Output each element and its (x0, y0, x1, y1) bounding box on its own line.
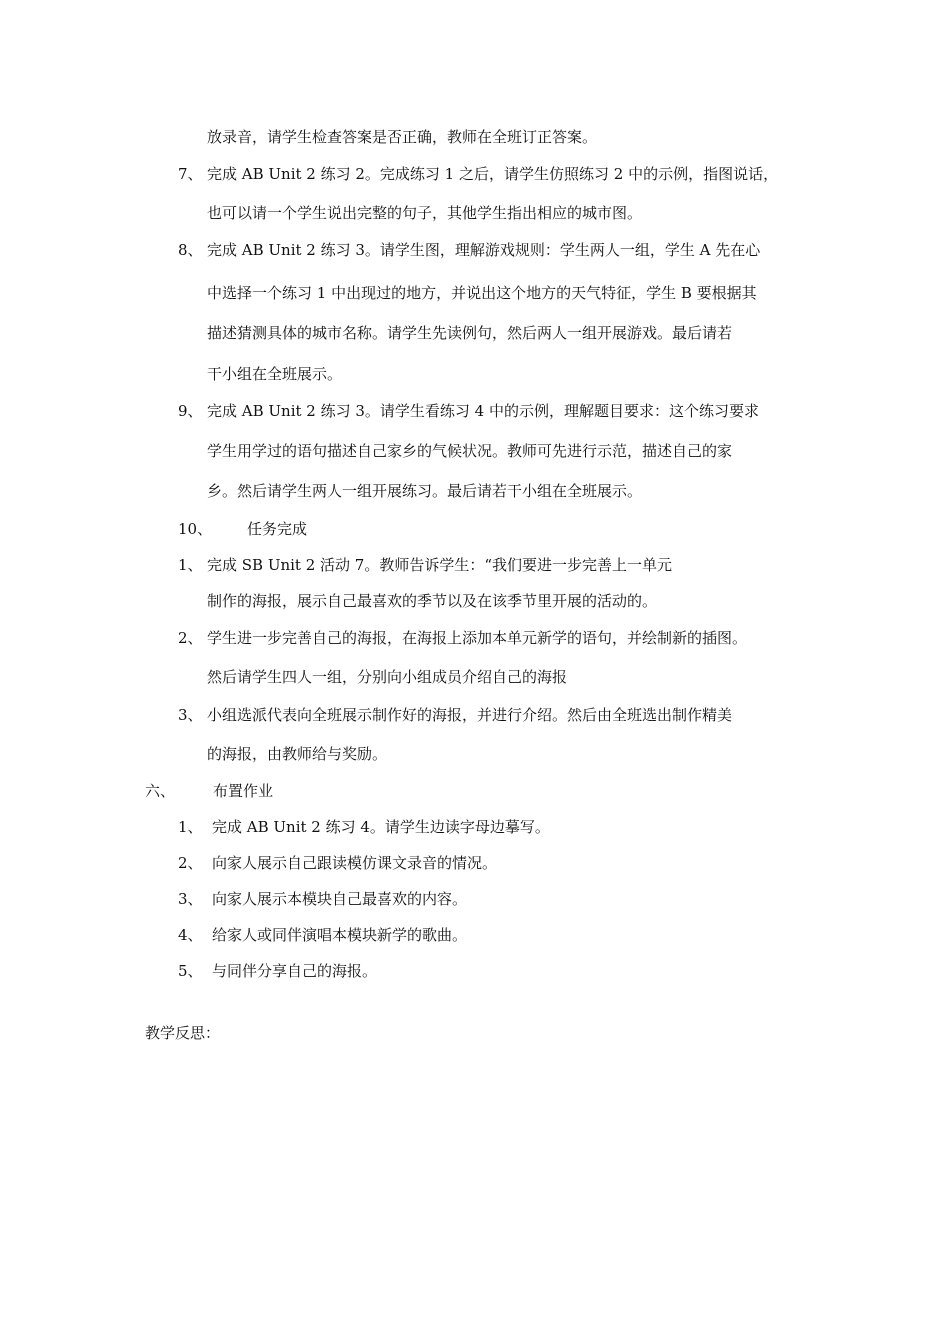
list-item-text: 向家人展示本模块自己最喜欢的内容。 (212, 890, 468, 908)
list-number: 2、 (178, 629, 203, 647)
list-number: 3、 (178, 706, 203, 724)
list-item-line: 的海报，由教师给与奖励。 (207, 745, 388, 763)
list-item-text: 给家人或同伴演唱本模块新学的歌曲。 (212, 926, 468, 944)
list-item-text: 向家人展示自己跟读模仿课文录音的情况。 (212, 854, 498, 872)
list-number: 5、 (178, 962, 203, 980)
list-item-line: 完成 AB Unit 2 练习 2。完成练习 1 之后，请学生仿照练习 2 中的示例，指图说话， (207, 165, 779, 183)
list-number: 9、 (178, 402, 203, 420)
list-number: 3、 (178, 890, 203, 908)
list-item-line: 描述猜测具体的城市名称。请学生先读例句，然后两人一组开展游戏。最后请若 (207, 324, 733, 342)
list-item-line: 学生用学过的语句描述自己家乡的气候状况。教师可先进行示范，描述自己的家 (207, 442, 733, 460)
list-item-line: 小组选派代表向全班展示制作好的海报，并进行介绍。然后由全班选出制作精美 (207, 706, 733, 724)
list-item-line: 完成 AB Unit 2 练习 3。请学生看练习 4 中的示例，理解题目要求：这个练习要求 (207, 402, 759, 420)
list-item-line: 干小组在全班展示。 (207, 365, 343, 383)
list-item-line: 也可以请一个学生说出完整的句子，其他学生指出相应的城市图。 (207, 204, 643, 222)
list-number: 1、 (178, 818, 203, 836)
paragraph-continuation: 放录音，请学生检查答案是否正确，教师在全班订正答案。 (207, 128, 598, 146)
list-item-line: 学生进一步完善自己的海报，在海报上添加本单元新学的语句，并绘制新的插图。 (207, 629, 748, 647)
list-item-line: 中选择一个练习 1 中出现过的地方，并说出这个地方的天气特征，学生 B 要根据其 (207, 284, 757, 302)
list-number: 7、 (178, 165, 203, 183)
reflection-label: 教学反思： (145, 1024, 221, 1042)
list-item-line: 完成 SB Unit 2 活动 7。教师告诉学生：“我们要进一步完善上一单元 (207, 556, 673, 574)
list-item-line: 然后请学生四人一组，分别向小组成员介绍自己的海报 (207, 668, 568, 686)
section-title: 布置作业 (213, 782, 274, 800)
list-item-text: 完成 AB Unit 2 练习 4。请学生边读字母边摹写。 (212, 818, 550, 836)
section-title: 任务完成 (247, 520, 308, 538)
list-number: 2、 (178, 854, 203, 872)
section-number: 10、 (178, 520, 213, 538)
list-item-line: 乡。然后请学生两人一组开展练习。最后请若干小组在全班展示。 (207, 482, 643, 500)
section-number: 六、 (145, 782, 176, 800)
list-item-text: 与同伴分享自己的海报。 (212, 962, 378, 980)
list-number: 4、 (178, 926, 203, 944)
list-number: 1、 (178, 556, 203, 574)
list-number: 8、 (178, 241, 203, 259)
list-item-line: 完成 AB Unit 2 练习 3。请学生图，理解游戏规则：学生两人一组，学生 A 先在心 (207, 241, 761, 259)
list-item-line: 制作的海报，展示自己最喜欢的季节以及在该季节里开展的活动的。 (207, 592, 658, 610)
